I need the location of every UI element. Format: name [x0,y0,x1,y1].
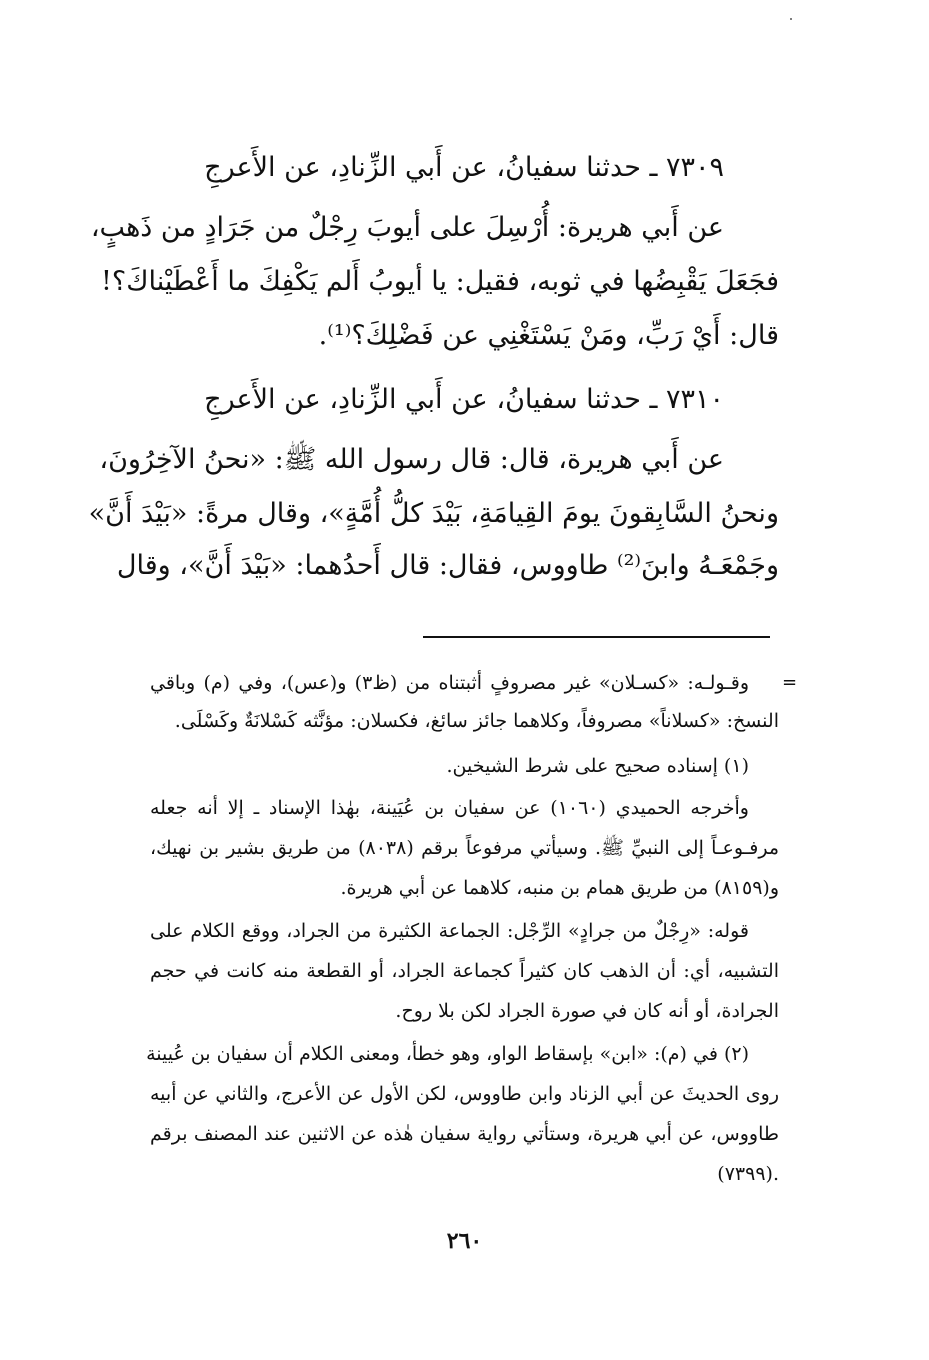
footnote-line-6: و(٨١٥٩) من طريق همام بن منبه، كلاهما عن أبي هريرة. [340,877,779,899]
footnote-line-8: التشبيه، أي: أن الذهب كان كثيراً كجماعة الجراد، أو القطعة منه كانت في حجم [150,960,779,982]
page-number: ٢٦٠ [446,1228,483,1254]
hadith-7309-heading: ٧٣٠٩ ـ حدثنا سفيانُ، عن أَبي الزِّنادِ، عن الأَعرجِ [204,152,724,183]
footnote-line-7: قوله: «رِجْلٌ من جرادٍ» الرِّجْل: الجماعة الكثيرة من الجراد، ووقع الكلام على [150,920,749,942]
hadith-7310-line-2: ونحنُ السَّابِقونَ يومَ القِيامَةِ، بَيْدَ كلُّ أُمَّةٍ»، وقال مرةً: «بَيْدَ أَنَّ» [88,498,779,529]
footnote-separator [423,636,770,638]
footnote-2-text: (٢) في (م): «ابن» بإسقاط الواو، وهو خطأ، ومعنى الكلام أن سفيان بن عُيينة [146,1043,749,1065]
hadith-7309-line-1: عن أَبي هريرة: أُرْسِلَ على أيوبَ رِجْلٌ من جَرَادٍ من ذَهبٍ، [90,212,724,243]
footnote-line-13: (٧٣٩٩). [717,1163,779,1185]
footnote-line-4: وأخرجه الحميدي (١٠٦٠) عن سفيان بن عُيَينة، بهٰذا الإسناد ـ إلا أنه جعله [150,797,749,819]
footnote-line-12: طاووس، عن أبي هريرة، وستأتي رواية سفيان هٰذه عن الاثنين عند المصنف برقم [150,1123,779,1145]
footnote-line-2: النسخ: «كسلاناً» مصروفاً، وكلاهما جائز سائغ، فكسلان: مؤنَّثه كَسْلانَةٌ وكَسْلَى. [174,710,779,732]
hadith-7310-line-1: عن أَبي هريرة، قال: قال رسول الله ﷺ: «نحنُ الآخِرُونَ، [99,444,724,475]
footnote-line-11: روى الحديثَ عن أبي الزناد وابن طاووس، لكن الأول عن الأعرج، والثاني عن أبيه [150,1083,779,1105]
footnote-continuation-mark: = [782,672,798,693]
footnote-line-5: مرفـوعـاً إلى النبيِّ ﷺ. وسيأتي مرفوعاً برقم (٨٠٣٨) من طريق بشير بن نهيك، [150,837,779,859]
hadith-7309-line-2: فجَعَلَ يَقْبِضُها في ثوبه، فقيل: يا أيوبُ أَلم يَكْفِكَ ما أَعْطَيْناكَ؟! [101,266,779,297]
footnote-1-text: (١) إسناده صحيح على شرط الشيخين. [446,755,749,777]
hadith-7310-heading: ٧٣١٠ ـ حدثنا سفيانُ، عن أَبي الزِّنادِ، عن الأَعرجِ [204,384,724,415]
hadith-7309-line-3: قال: أَيْ رَبِّ، ومَنْ يَسْتَغْنِي عن فَضْلِكَ؟⁽¹⁾. [318,320,779,351]
hadith-7310-line-3: وجَمْعَـهُ وابنَ⁽²⁾ طاووس، فقال: قال أَحدُهما: «بَيْدَ أَنَّ»، وقال [116,550,779,581]
scan-speck [790,18,792,20]
footnote-line-1: وقـولـه: «كسـلان» غير مصروفٍ أثبتناه من (ظ٣) و(عس)، وفي (م) وباقي [150,672,749,694]
footnote-line-9: الجرادة، أو أنه كان في صورة الجراد لكن بلا روح. [395,1000,779,1022]
